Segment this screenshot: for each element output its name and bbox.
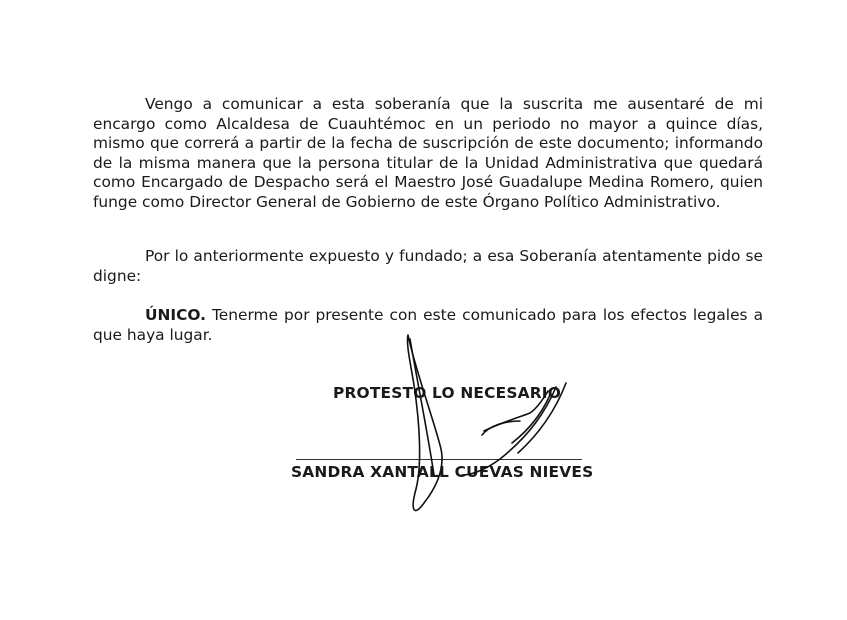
signer-name: SANDRA XANTALL CUEVAS NIEVES: [291, 463, 594, 481]
closing-formula: PROTESTO LO NECESARIO: [333, 384, 562, 402]
resolution-heading: ÚNICO.: [145, 306, 206, 324]
resolution-text: Tenerme por presente con este comunicado para los efectos legales a que haya lugar.: [93, 306, 763, 344]
handwritten-signature-icon: [380, 325, 600, 525]
body-paragraph-resolution: [93, 306, 763, 345]
body-paragraph-absence-notice: Vengo a comunicar a esta soberanía que la suscrita me ausentaré de mi encargo como Alcaldesa de Cuauhtémoc en un periodo no mayor a quince días, mismo que correrá a partir de la fecha de suscripción de este documento; informando de la misma manera que la persona titular de la Unidad Administrativa que quedará como Encargado de Despacho será el Maestro José Guadalupe Medina Romero, quien funge como Director General de Gobierno de este Órgano Político Administrativo.: [93, 95, 763, 211]
signature-line: [296, 459, 582, 460]
body-paragraph-request: Por lo anteriormente expuesto y fundado; a esa Soberanía atentamente pido se digne:: [93, 247, 763, 285]
